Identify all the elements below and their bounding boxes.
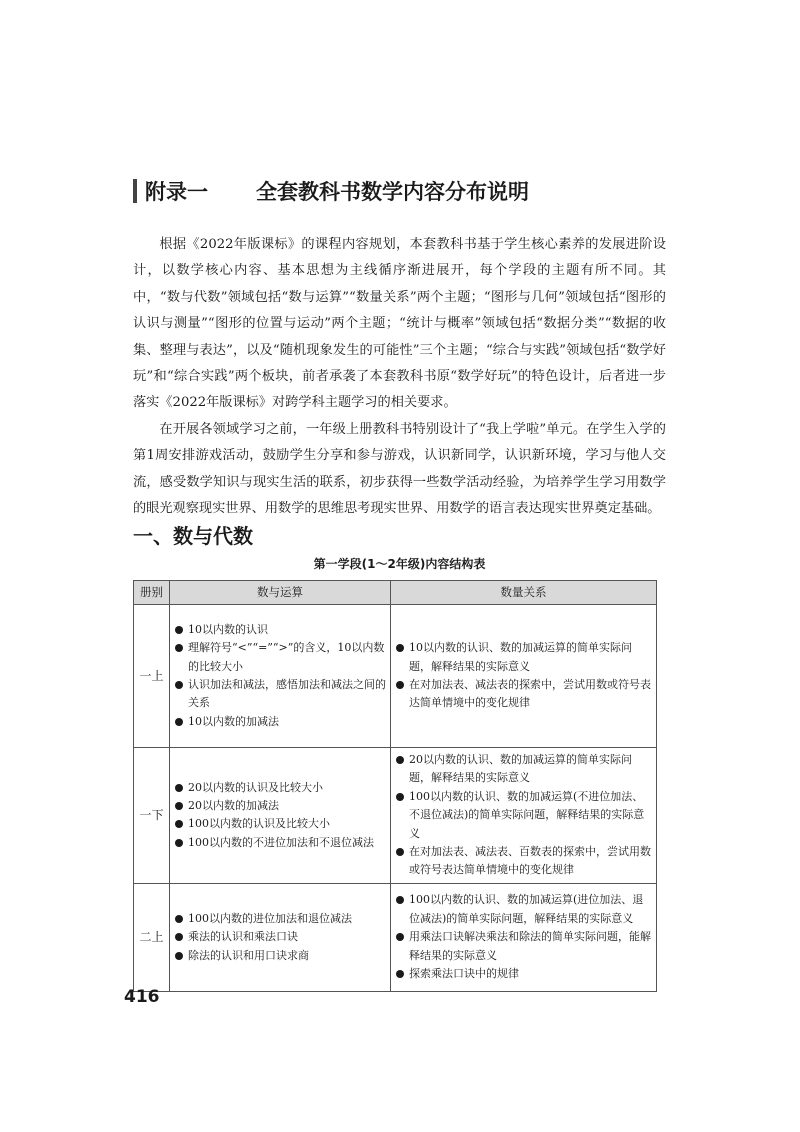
intro-paragraph: 根据《2022年版课标》的课程内容规划，本套教科书基于学生核心素养的发展进阶设计，以数学核心内容、基本思想为主线循序渐进展开，每个学段的主题有所不同。其中，“数与代数”领域包括“数与运算”“数量关系”两个主题；“图形与几何”领域包括“图形的认识与测量”“图形的位置与运动”两个主题；“统计与概率”领域包括“数据分类”“数据的收集、整理与表达”，以及“随机现象发生的可能性”三个主题；“综合与实践”领域包括“数学好玩”和“综合实践”两个板块，前者承袭了本套教科书原“数学好玩”的特色设计，后者进一步落实《2022年版课标》对跨学科主题学习的相关要求。 (133, 237, 666, 411)
list-item: 认识加法和减法，感悟加法和减法之间的关系 (174, 676, 386, 713)
table-row (134, 883, 657, 991)
table-row (134, 748, 657, 884)
operations-cell (170, 883, 391, 991)
relations-cell (391, 605, 657, 748)
table-header-row (134, 581, 657, 605)
relations-cell (391, 883, 657, 991)
appendix-title (133, 176, 529, 206)
relations-cell (391, 748, 657, 884)
list-item: 100以内数的认识、数的加减运算(进位加法、退位减法)的简单实际问题，解释结果的实际意义 (395, 891, 652, 928)
list-item: 10以内数的认识 (174, 621, 386, 639)
header-relations: 数量关系 (391, 581, 657, 605)
list-item: 100以内数的认识、数的加减运算(不进位加法、不退位减法)的简单实际问题，解释结果的实际意义 (395, 788, 652, 843)
volume-cell: 一上 (134, 605, 170, 748)
header-volume: 册别 (134, 581, 170, 605)
list-item: 20以内数的加减法 (174, 797, 386, 815)
title-bar-marker (133, 179, 137, 203)
operations-cell (170, 748, 391, 884)
table-caption: 第一学段(1～2年级)内容结构表 (313, 557, 486, 571)
table-row (134, 605, 657, 748)
intro-text (133, 232, 666, 522)
list-item: 探索乘法口诀中的规律 (395, 965, 652, 983)
list-item: 用乘法口诀解决乘法和除法的简单实际问题，能解释结果的实际意义 (395, 928, 652, 965)
list-item: 理解符号“<”“=”“>”的含义，10以内数的比较大小 (174, 639, 386, 676)
page-number: 416 (124, 987, 160, 1007)
appendix-label: 附录一 (145, 180, 208, 204)
list-item: 10以内数的认识、数的加减运算的简单实际问题，解释结果的实际意义 (395, 639, 652, 676)
appendix-heading: 全套教科书数学内容分布说明 (256, 180, 529, 204)
list-item: 除法的认识和用口诀求商 (174, 947, 386, 965)
header-operations: 数与运算 (170, 581, 391, 605)
volume-cell: 一下 (134, 748, 170, 884)
list-item: 乘法的认识和乘法口诀 (174, 928, 386, 946)
list-item: 100以内数的进位加法和退位减法 (174, 910, 386, 928)
list-item: 在对加法表、减法表、百数表的探索中，尝试用数或符号表达简单情境中的变化规律 (395, 843, 652, 880)
content-structure-table (133, 580, 657, 992)
section-heading: 一、数与代数 (133, 524, 253, 548)
list-item: 在对加法表、减法表的探索中，尝试用数或符号表达简单情境中的变化规律 (395, 676, 652, 713)
list-item: 20以内数的认识、数的加减运算的简单实际问题，解释结果的实际意义 (395, 751, 652, 788)
operations-cell (170, 605, 391, 748)
list-item: 10以内数的加减法 (174, 713, 386, 731)
list-item: 20以内数的认识及比较大小 (174, 779, 386, 797)
intro-paragraph: 在开展各领域学习之前，一年级上册教科书特别设计了“我上学啦”单元。在学生入学的第1周安排游戏活动，鼓励学生分享和参与游戏，认识新同学，认识新环境，学习与他人交流，感受数学知识与现实生活的联系，初步获得一些数学活动经验，为培养学生学习用数学的眼光观察现实世界、用数学的思维思考现实世界、用数学的语言表达现实世界奠定基础。 (133, 421, 666, 517)
volume-cell: 二上 (134, 883, 170, 991)
list-item: 100以内数的认识及比较大小 (174, 815, 386, 833)
list-item: 100以内数的不进位加法和不退位减法 (174, 834, 386, 852)
